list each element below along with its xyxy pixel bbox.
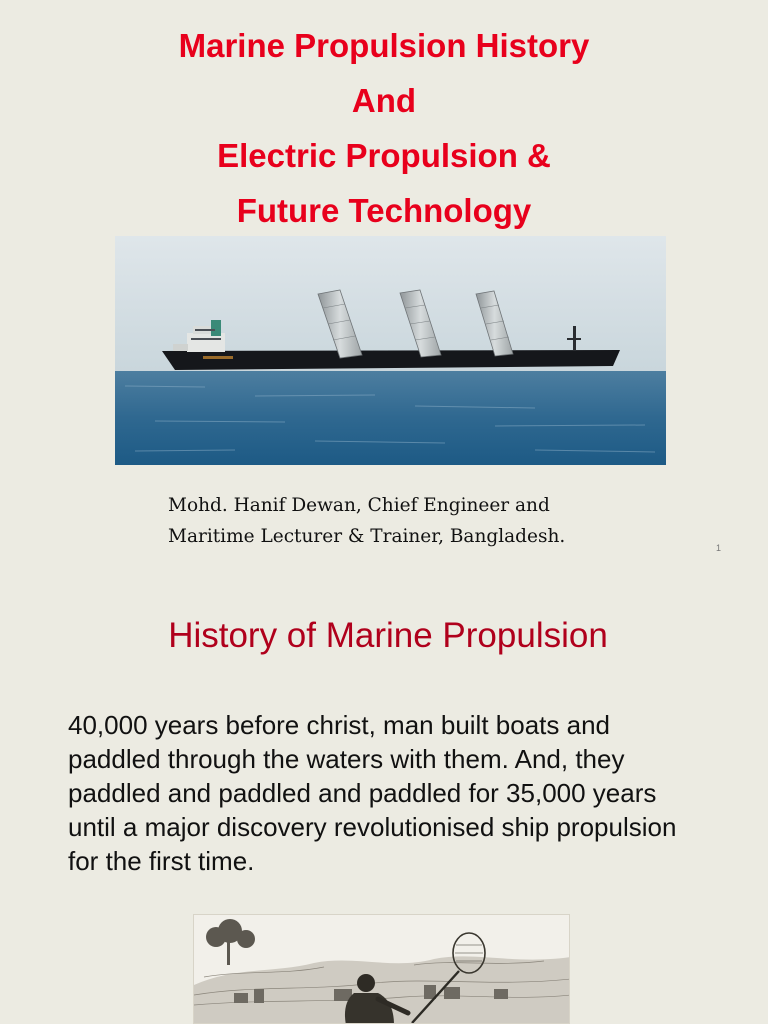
section-heading: History of Marine Propulsion [168,616,608,655]
author-line-1: Mohd. Hanif Dewan, Chief Engineer and [168,495,550,516]
author-line-2: Maritime Lecturer & Trainer, Bangladesh. [168,526,566,547]
author-credit [168,490,688,552]
body-paragraph: 40,000 years before christ, man built boats and paddled through the waters with them. And, they paddled and paddled and paddled for 35,000 years until a major discovery revolutionised ship propulsion for the first time. [68,710,677,876]
history-slide [0,580,768,1024]
paddler-engraving-illustration [193,914,570,1024]
title-line-4: Future Technology [236,192,532,229]
title-line-3: Electric Propulsion & [217,137,551,174]
page-number: 1 [716,543,722,553]
title-line-2: And [351,82,417,119]
title-line-1: Marine Propulsion History [178,27,590,64]
slide-title [0,18,768,238]
sail-assisted-cargo-ship-photo [115,236,666,465]
